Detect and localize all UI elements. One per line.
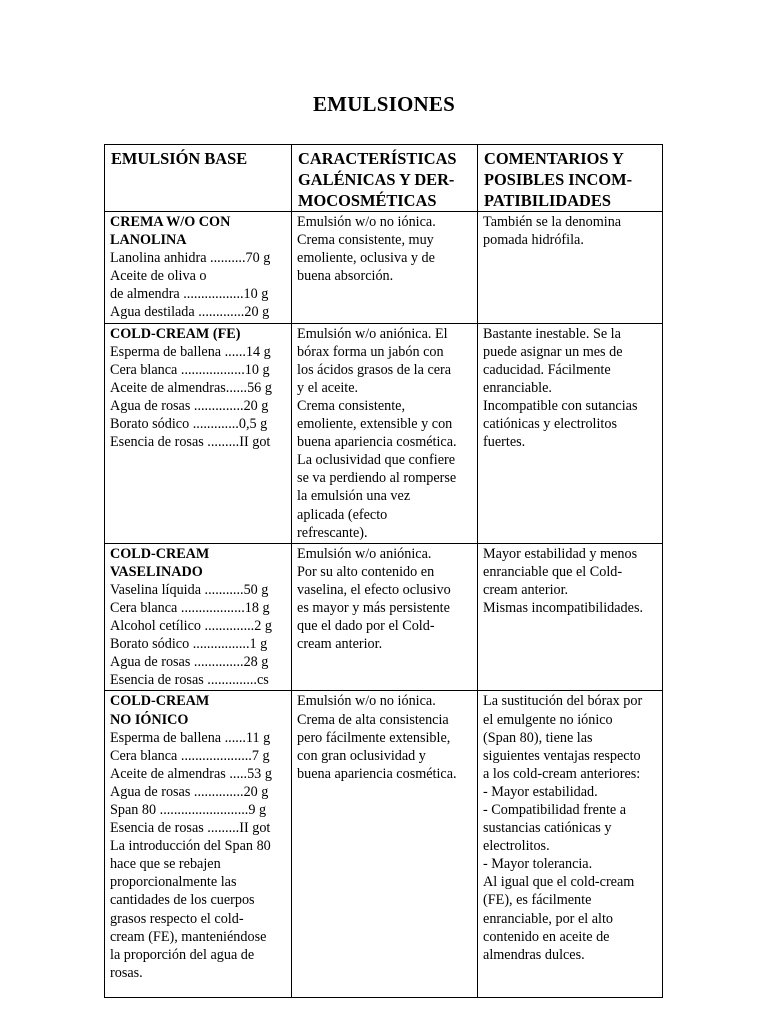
page-title: EMULSIONES <box>312 92 456 116</box>
text-line: - Compatibilidad frente a <box>483 802 627 818</box>
text-line: La sustitución del bórax por <box>483 693 643 710</box>
emulsion-name: COLD-CREAM <box>110 545 210 562</box>
ingredient: Esencia de rosas ..............cs <box>110 672 269 689</box>
header-line: GALÉNICAS Y DER- <box>298 170 455 189</box>
ingredient: Cera blanca ..................10 g <box>110 361 270 378</box>
note-line: cream (FE), manteniéndose <box>110 928 267 945</box>
note-line: la proporción del agua de <box>110 946 255 963</box>
note-line: hace que se rebajen <box>110 856 221 873</box>
text-line: (Span 80), tiene las <box>483 729 593 746</box>
emulsion-name: CREMA W/O CON <box>110 214 231 230</box>
text-line: se va perdiendo al romperse <box>297 470 457 487</box>
ingredient: Span 80 .........................9 g <box>110 802 267 818</box>
text-line: bórax forma un jabón con <box>297 343 444 360</box>
note-line: proporcionalmente las <box>110 874 237 891</box>
text-line: contenido en aceite de <box>483 928 610 945</box>
text-line: el emulgente no iónico <box>483 711 613 728</box>
emulsion-name: VASELINADO <box>110 563 203 580</box>
ingredient: Agua destilada .............20 g <box>110 304 270 321</box>
text-line: puede asignar un mes de <box>483 343 623 360</box>
text-line: fuertes. <box>483 434 526 451</box>
header-line: PATIBILIDADES <box>484 191 611 210</box>
text-line: Por su alto contenido en <box>297 563 435 580</box>
ingredient: Esencia de rosas .........II got <box>110 434 271 451</box>
text-line: - Mayor tolerancia. <box>483 856 593 873</box>
comments-cell <box>478 212 663 324</box>
text-line: enranciable que el Cold- <box>483 563 623 580</box>
text-line: es mayor y más persistente <box>297 599 450 616</box>
text-line: buena apariencia cosmética. <box>297 765 457 782</box>
header-line: MOCOSMÉTICAS <box>298 191 437 210</box>
emulsion-name: NO IÓNICO <box>110 711 189 728</box>
table-row <box>105 543 663 691</box>
text-line: cream anterior. <box>297 636 383 653</box>
text-line: pero fácilmente extensible, <box>297 729 451 746</box>
table-row <box>105 691 663 998</box>
characteristics-cell <box>292 323 478 543</box>
emulsion-name: COLD-CREAM <box>110 693 210 710</box>
text-line: Emulsión w/o no iónica. <box>297 693 436 710</box>
ingredient: Cera blanca ..................18 g <box>110 599 270 616</box>
header-emulsion-base <box>105 145 292 212</box>
ingredient: Aceite de oliva o <box>110 268 207 285</box>
text-line: - Mayor estabilidad. <box>483 783 598 800</box>
text-line: a los cold-cream anteriores: <box>483 765 641 782</box>
emulsion-base-cell <box>105 691 292 998</box>
emulsion-name: COLD-CREAM (FE) <box>110 325 241 342</box>
ingredient: Borato sódico ................1 g <box>110 636 268 653</box>
comments-cell <box>478 543 663 691</box>
text-line: Crema consistente, <box>297 397 405 414</box>
characteristics-cell <box>292 543 478 691</box>
text-line: electrolitos. <box>483 838 550 855</box>
ingredient: Vaselina líquida ...........50 g <box>110 581 269 598</box>
ingredient: Agua de rosas ..............20 g <box>110 397 269 414</box>
ingredient: Esperma de ballena ......14 g <box>110 343 271 360</box>
text-line: con gran oclusividad y <box>297 747 426 764</box>
text-line: cream anterior. <box>483 581 569 598</box>
text-line: sustancias catiónicas y <box>483 820 612 837</box>
text-line: enranciable. <box>483 379 552 396</box>
header-line: COMENTARIOS Y <box>484 149 624 168</box>
ingredient: Cera blanca ....................7 g <box>110 747 270 764</box>
characteristics-cell <box>292 691 478 998</box>
text-line: pomada hidrófila. <box>483 232 584 249</box>
header-line: EMULSIÓN BASE <box>111 149 248 168</box>
ingredient: Agua de rosas ..............28 g <box>110 654 269 671</box>
text-line: Bastante inestable. Se la <box>483 325 621 342</box>
emulsion-base-cell <box>105 543 292 691</box>
text-line: (FE), es fácilmente <box>483 892 592 909</box>
text-line: caducidad. Fácilmente <box>483 361 611 378</box>
text-line: catiónicas y electrolitos <box>483 416 617 433</box>
text-line: Mayor estabilidad y menos <box>483 545 638 562</box>
header-characteristics <box>292 145 478 212</box>
text-line: aplicada (efecto <box>297 506 388 523</box>
ingredient: Aceite de almendras......56 g <box>110 379 272 396</box>
text-line: Emulsión w/o no iónica. <box>297 214 436 230</box>
text-line: buena absorción. <box>297 268 394 285</box>
text-line: siguientes ventajas respecto <box>483 747 641 764</box>
note-line: La introducción del Span 80 <box>110 838 271 855</box>
text-line: La oclusividad que confiere <box>297 452 456 469</box>
text-line: almendras dulces. <box>483 946 585 963</box>
text-line: emoliente, oclusiva y de <box>297 250 435 267</box>
text-line: Mismas incompatibilidades. <box>483 599 644 616</box>
ingredient: Aceite de almendras .....53 g <box>110 765 272 782</box>
text-line: los ácidos grasos de la cera <box>297 361 452 378</box>
table-header-row <box>105 145 663 212</box>
text-line: emoliente, extensible y con <box>297 416 453 433</box>
note-line: rosas. <box>110 964 143 981</box>
text-line: Crema de alta consistencia <box>297 711 449 728</box>
text-line: enranciable, por el alto <box>483 910 614 927</box>
table-row <box>105 212 663 324</box>
text-line: buena apariencia cosmética. <box>297 434 457 451</box>
ingredient: Lanolina anhidra ..........70 g <box>110 250 271 267</box>
text-line: Al igual que el cold-cream <box>483 874 635 891</box>
text-line: la emulsión una vez <box>297 488 411 505</box>
text-line: vaselina, el efecto oclusivo <box>297 581 451 598</box>
text-line: refrescante). <box>297 524 368 541</box>
text-line: También se la denomina <box>483 214 622 230</box>
note-line: cantidades de los cuerpos <box>110 892 255 909</box>
note-line: grasos respecto el cold- <box>110 910 244 927</box>
header-line: POSIBLES INCOM- <box>484 170 633 189</box>
table-row <box>105 323 663 543</box>
ingredient: Esencia de rosas .........II got <box>110 820 271 837</box>
text-line: que el dado por el Cold- <box>297 618 435 635</box>
text-line: Crema consistente, muy <box>297 232 434 249</box>
comments-cell <box>478 691 663 998</box>
header-line: CARACTERÍSTICAS <box>298 149 457 168</box>
ingredient: de almendra .................10 g <box>110 286 269 303</box>
comments-cell <box>478 323 663 543</box>
ingredient: Borato sódico .............0,5 g <box>110 416 268 433</box>
text-line: Emulsión w/o aniónica. El <box>297 325 448 342</box>
text-line: y el aceite. <box>297 379 359 396</box>
header-comments <box>478 145 663 212</box>
ingredient: Alcohol cetílico ..............2 g <box>110 618 272 635</box>
emulsions-table <box>104 144 663 998</box>
ingredient: Agua de rosas ..............20 g <box>110 783 269 800</box>
emulsion-name: LANOLINA <box>110 232 187 249</box>
text-line: Emulsión w/o aniónica. <box>297 545 432 562</box>
characteristics-cell <box>292 212 478 324</box>
ingredient: Esperma de ballena ......11 g <box>110 729 271 746</box>
emulsion-base-cell <box>105 212 292 324</box>
emulsion-base-cell <box>105 323 292 543</box>
text-line: Incompatible con sutancias <box>483 397 638 414</box>
